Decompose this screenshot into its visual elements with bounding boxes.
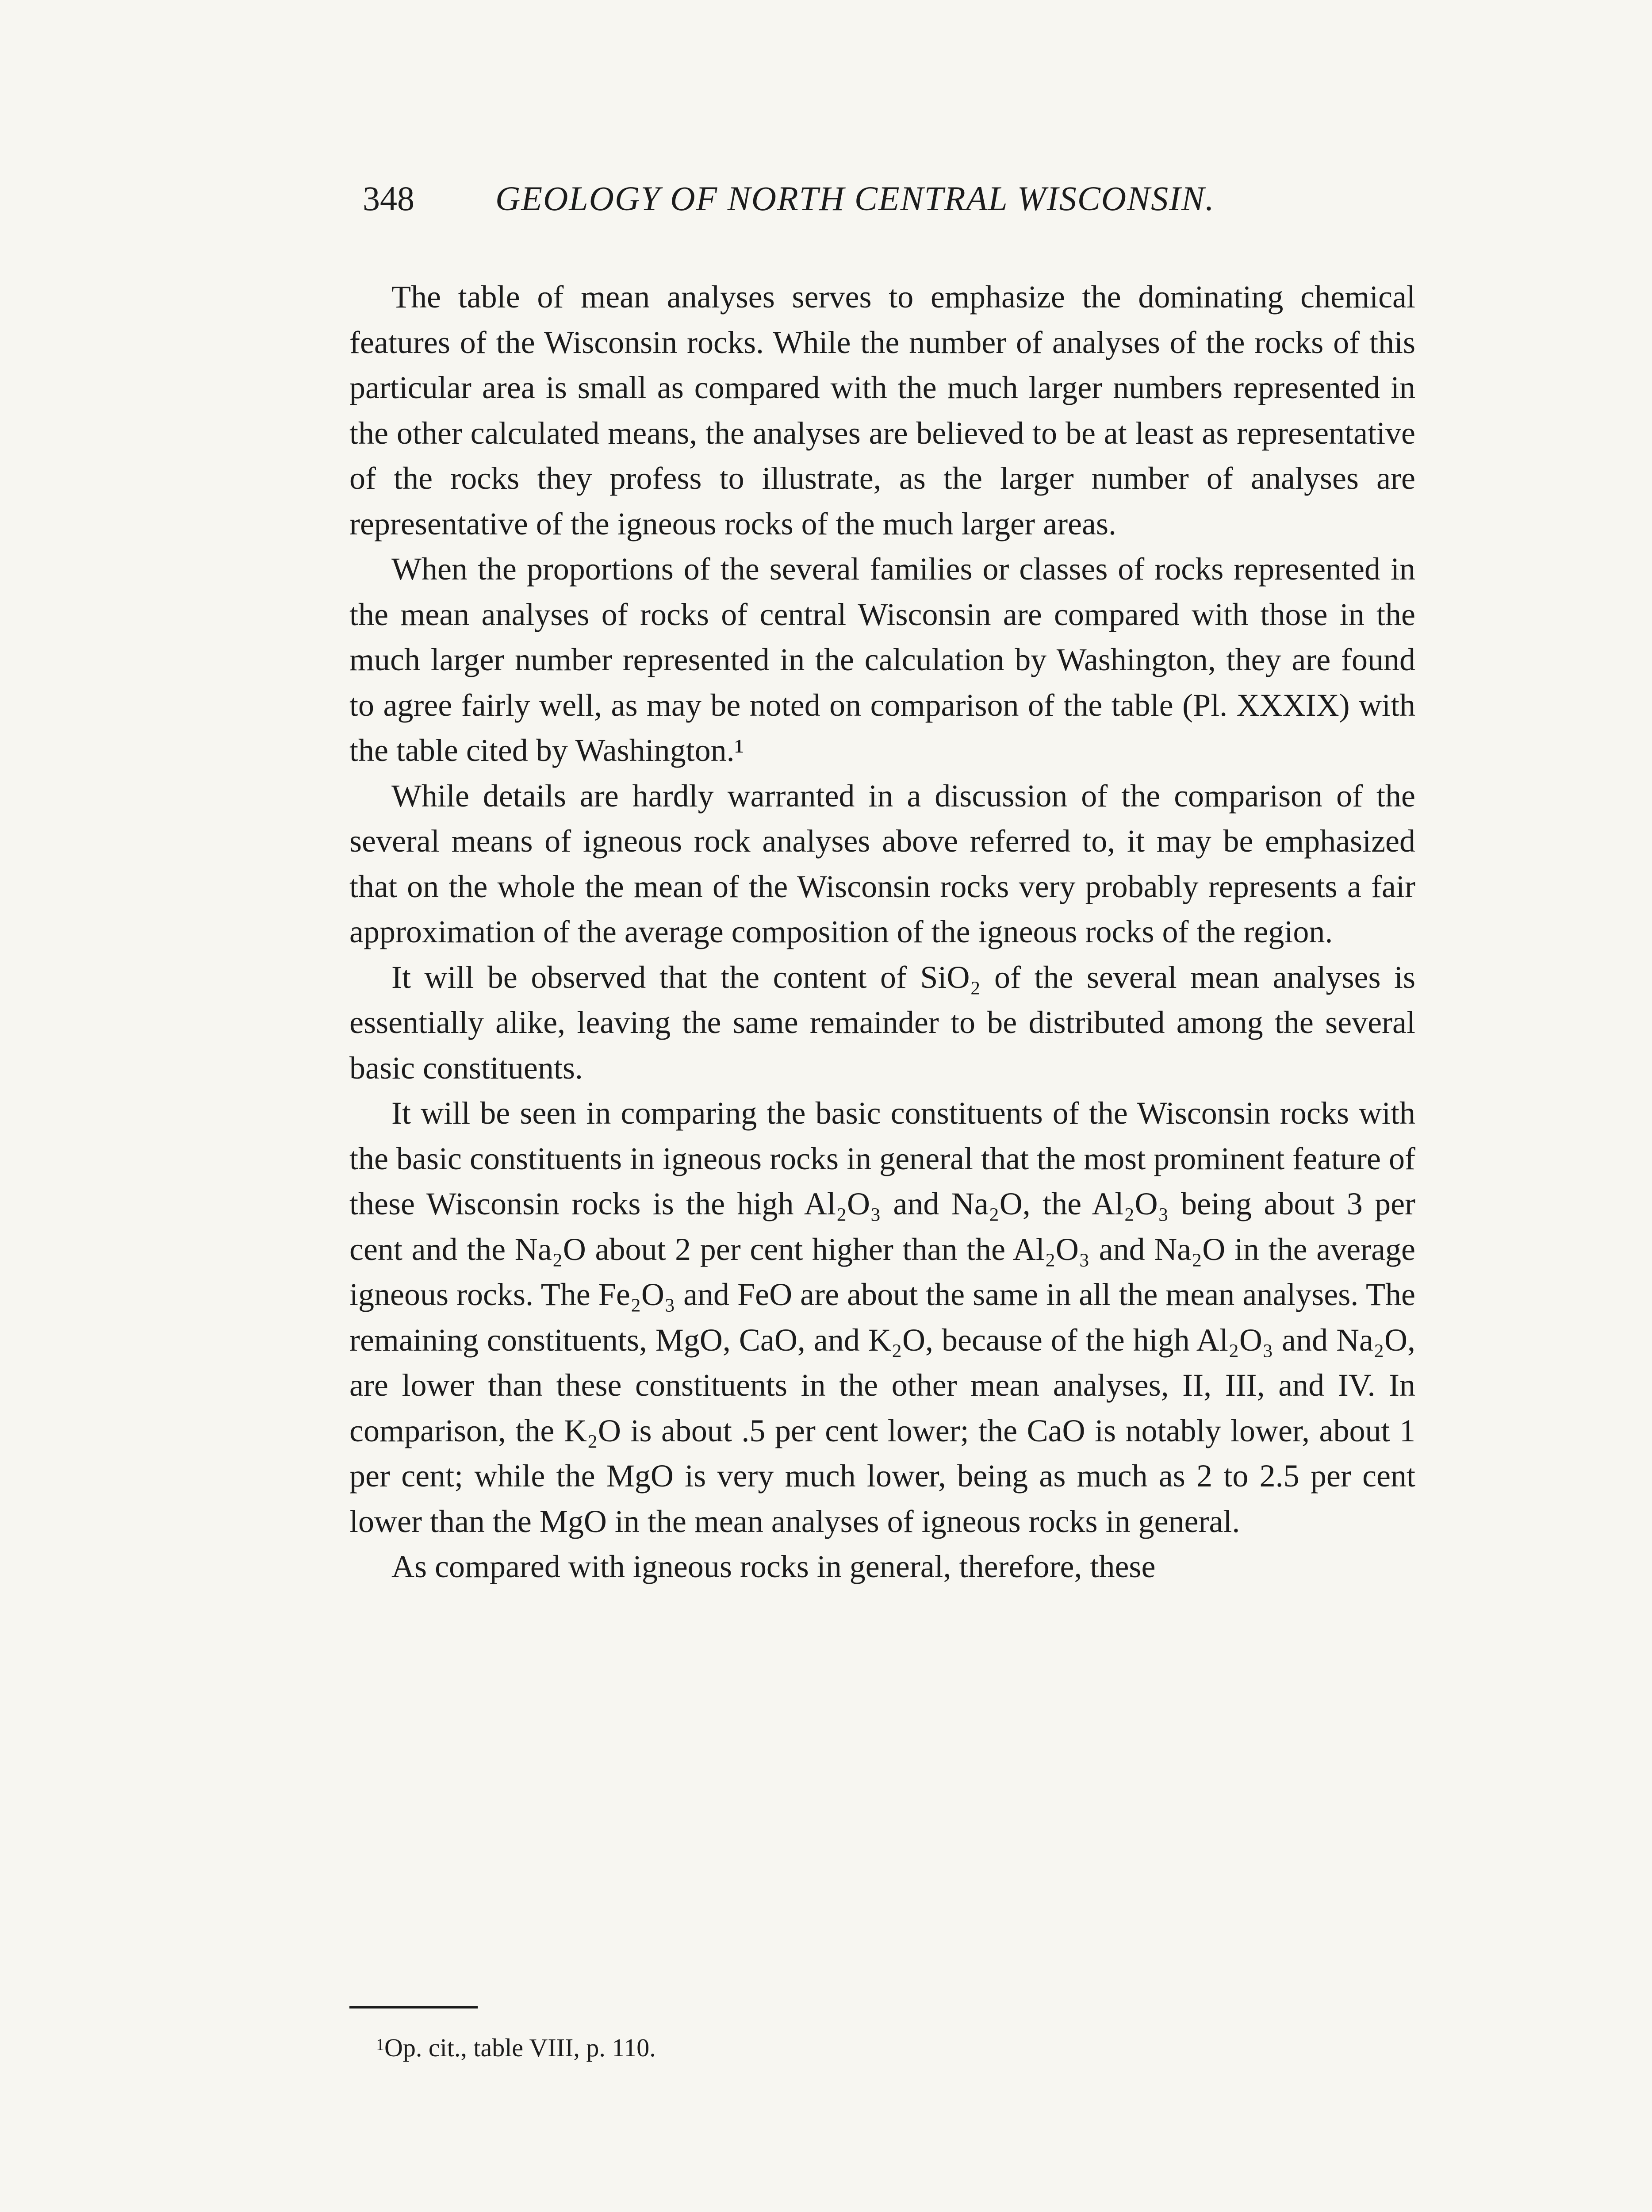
paragraph: It will be observed that the content of SiO₂ of the several mean analyses is essentially alike, leaving the same remainder to be distributed among the several basic constituents. (349, 959, 1415, 1086)
paragraph: As compared with igneous rocks in general, therefore, these (391, 1549, 1156, 1584)
paragraph: The table of mean analyses serves to emphasize the dominating chemical features of the Wisconsin rocks. While the number of analyses of the rocks of this particular area is small as compared with the much larger numbers represented in the other calculated means, the analyses are believed to be at least as representative of the rocks they profess to illustrate, as the larger number of analyses are representative of the igneous rocks of the much larger areas. (349, 279, 1415, 541)
footnote-rule (349, 2006, 478, 2008)
running-title: GEOLOGY OF NORTH CENTRAL WISCONSIN. (495, 179, 1215, 218)
paragraph: While details are hardly warranted in a discussion of the comparison of the several means of igneous rock analyses above referred to, it may be emphasized that on the whole the mean of the Wisconsin rocks very probably represents a fair approximation of the average composition of the igneous rocks of the region. (349, 778, 1415, 949)
paragraph: When the proportions of the several families or classes of rocks represented in the mean analyses of rocks of central Wisconsin are compared with those in the much larger number represented in the calculation by Washington, they are found to agree fairly well, as may be noted on comparison of the table (Pl. XXXIX) with the table cited by Washington.¹ (349, 551, 1415, 768)
paragraph: It will be seen in comparing the basic constituents of the Wisconsin rocks with the basic constituents in igneous rocks in general that the most prominent feature of these Wisconsin rocks is the high Al₂O₃ and Na₂O, the Al₂O₃ being about 3 per cent and the Na₂O about 2 per cent higher than the Al₂O₃ and Na₂O in the average igneous rocks. The Fe₂O₃ and FeO are about the same in all the mean analyses. The remaining constituents, MgO, CaO, and K₂O, because of the high Al₂O₃ and Na₂O, are lower than these constituents in the other mean analyses, II, III, and IV. In comparison, the K₂O is about .5 per cent lower; the CaO is notably lower, about 1 per cent; while the MgO is very much lower, being as much as 2 to 2.5 per cent lower than the MgO in the mean analyses of igneous rocks in general. (349, 1095, 1415, 1539)
footnote (376, 2035, 656, 2061)
body-text (349, 274, 1415, 1590)
footnote-text: Op. cit., table VIII, p. 110. (384, 2033, 656, 2062)
footnote-marker: 1 (376, 2035, 384, 2054)
running-head (363, 181, 1424, 216)
page-number: 348 (363, 179, 414, 218)
